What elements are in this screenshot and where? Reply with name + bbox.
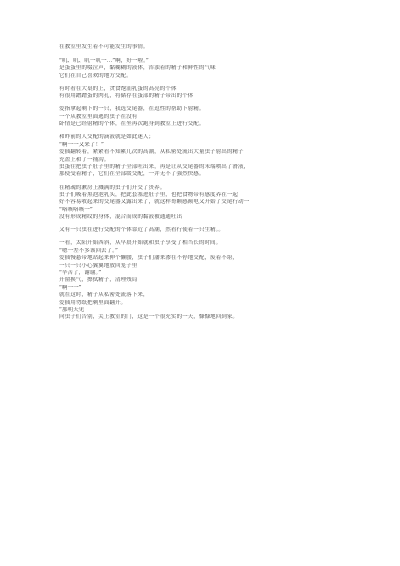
text-line: 它们在自己喜欢的地方交配。 — [59, 72, 132, 79]
paragraph — [59, 44, 364, 51]
text-line: 充盈上和了一捅沟。 — [59, 156, 110, 163]
text-line: “叽、叽、叽一叽一…”啊，好一啦。” — [59, 57, 149, 64]
text-line: 就在这时，精子从私密处流落下来， — [59, 292, 149, 299]
paragraph — [59, 227, 364, 234]
text-line: “嗯一差不多该回去了。” — [59, 247, 118, 254]
text-line: “啊一一” — [59, 284, 82, 291]
text-line: “那明天见 — [59, 307, 85, 313]
text-line: 一个从教室里面逃的虫子在没有 — [59, 113, 138, 120]
paragraph — [59, 134, 364, 178]
text-line: 有很用蹭蹭蛋的肉孔，将储存在蛋部的精子带出的个体 — [59, 93, 194, 100]
text-line: 是蛋蛋里的啜泣声，黏糊糊的液体，浑浊着的精子和鲜性的气味 — [59, 65, 216, 72]
paragraph — [59, 240, 364, 321]
text-line: 在教室里发生着不可能发生的事情。 — [59, 44, 149, 50]
text-line: 在精魂的漱房上溅满的虫子们开交了贵养。 — [59, 184, 166, 191]
paragraph — [59, 185, 364, 222]
text-line: 一看，太阳开始西斜，从早晨开始就和虫子享受了相当长的时间。 — [59, 240, 222, 247]
text-line: 开窗换气，擦拭精子，清理残局 — [59, 277, 138, 284]
text-line: 虫蛋往把虫子肚子里的精子全部吐出来，再是让从交尾器的末端喷出了滑液， — [59, 163, 250, 170]
text-line: 爱插慢悬带地站起来伸个懒腰，虫子们潘来渗在不停地交配，废着不堪， — [59, 255, 239, 262]
text-line: 爱指拿起剩下的一只，我选交尾器，在逗性的帮助下射精。 — [59, 106, 205, 113]
text-line: 爱插用勿纸把剩里面翻开。 — [59, 299, 127, 306]
text-line: “辛苦了，谢谢。” — [59, 270, 102, 277]
text-line: “咯咳咯咳一” — [59, 206, 93, 213]
text-line: 有时看在大桌的上，贪食饱汕乳蛋的高亮的个体 — [59, 85, 177, 92]
paragraph — [59, 86, 364, 101]
text-line: 向虫子们告别，关上教室的门，这是一个很充实的一天，慷慷地回到家。 — [59, 314, 239, 321]
text-line: 和昨前的人交配的滴液就是如此迷人； — [59, 134, 155, 141]
text-line: 虫子们吸着黑泡泡乳头，把此套塞进肚子里，也把食物带有感度养在一起 — [59, 191, 239, 198]
paragraph — [59, 106, 364, 128]
text-line: 没有形成精纹的身体，混合而成的黏液被通通吐出 — [59, 214, 183, 221]
paragraph — [59, 58, 364, 80]
text-line: 好不容易收起来的交尾器又露出来了，就这样哥颗感颠电又开始了交尾行动一 — [59, 199, 250, 206]
text-line: 卧情是已经射精的个体，在坐再次跑身到教室上进行交配。 — [59, 121, 205, 128]
text-line: 那使受着精子，它们在全部缓交配，一并无不了强烈快感。 — [59, 171, 205, 178]
text-line: 一只一只小心翼翼地放回笼子里 — [59, 262, 138, 269]
text-line: 爱插翻转着，紧紧看不知累几次的高潮，从私密处流出大量虫子射出的精子 — [59, 149, 244, 156]
text-line: “啊一一又来了！” — [59, 141, 104, 148]
text-line: 又有一只虫在进行交配的个体靠近了高潮，然看行使着一只生精。。 — [59, 227, 225, 234]
